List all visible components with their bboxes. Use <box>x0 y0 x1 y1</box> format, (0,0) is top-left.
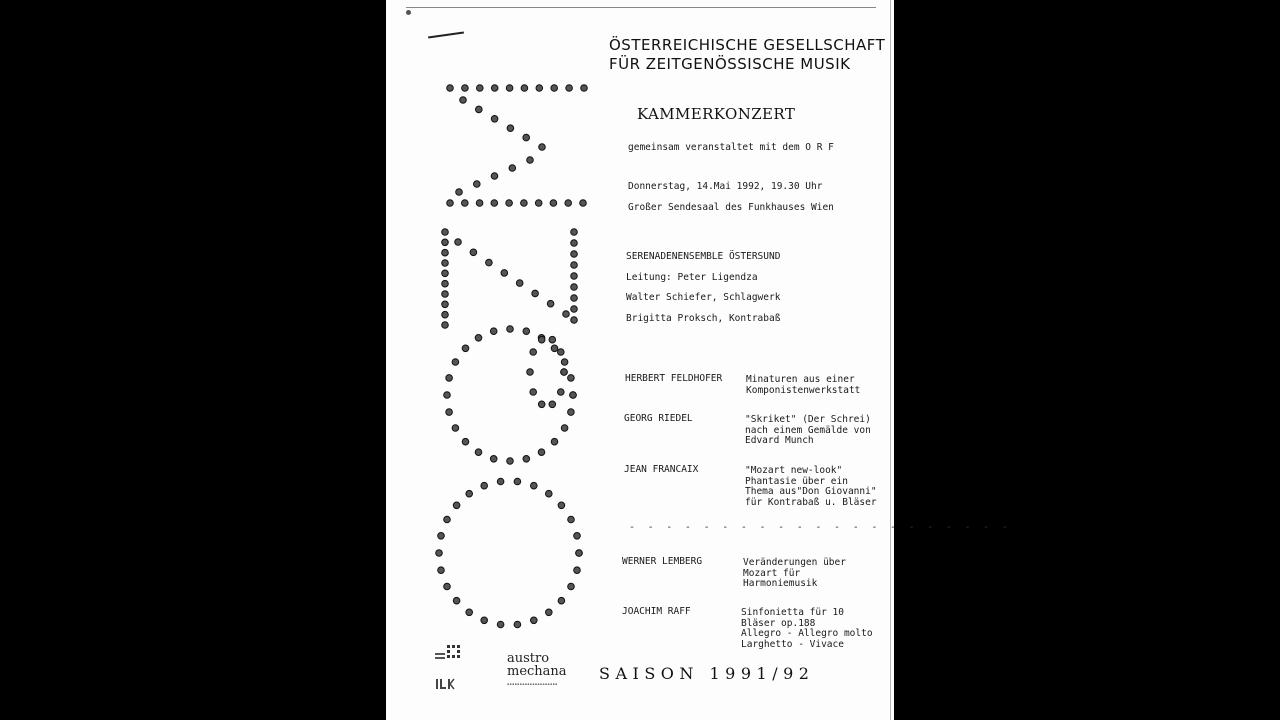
composer-name: JOACHIM RAFF <box>622 606 691 617</box>
logo-dot <box>444 583 451 590</box>
logo-dot <box>571 284 578 291</box>
work-title <box>745 415 871 447</box>
logo-dot <box>462 85 469 92</box>
logo-dot <box>446 409 453 416</box>
logo-dot <box>506 200 513 207</box>
work-line: Larghetto - Vivace <box>741 638 844 650</box>
work-line: Harmoniemusik <box>743 578 818 589</box>
logo-dot <box>549 336 556 343</box>
logo-dot <box>476 106 483 113</box>
logo-dot <box>527 369 534 376</box>
logo-dot <box>442 311 449 318</box>
logo-dot <box>570 392 577 399</box>
logo-dot <box>538 401 545 408</box>
logo-dot <box>558 349 565 356</box>
logo-dot <box>561 369 568 376</box>
logo-word: austro <box>507 651 550 666</box>
logo-dot <box>538 336 545 343</box>
work-title <box>741 608 873 650</box>
logo-dot <box>444 516 451 523</box>
logo-dot <box>574 567 581 574</box>
society-name-line2: FÜR ZEITGENÖSSISCHE MUSIK <box>609 55 851 73</box>
logo-dot <box>551 85 558 92</box>
logo-dot <box>455 239 462 246</box>
logo-dot <box>535 200 542 207</box>
work-line: für Kontrabaß u. Bläser <box>745 496 877 508</box>
logo-dot <box>466 609 473 616</box>
logo-dot <box>565 200 572 207</box>
logo-dot <box>571 295 578 302</box>
logo-dot <box>521 200 528 207</box>
conductor: Leitung: Peter Ligendza <box>626 272 758 283</box>
logo-dot <box>438 567 445 574</box>
logo-dot <box>571 306 578 313</box>
logo-dot <box>442 322 449 329</box>
logo-dot <box>442 301 449 308</box>
logo-dot <box>549 401 556 408</box>
logo-dot <box>571 251 578 258</box>
logo-dot <box>497 478 504 485</box>
logo-dot <box>486 259 493 266</box>
event-venue: Großer Sendesaal des Funkhauses Wien <box>628 202 834 213</box>
logo-dot <box>481 617 488 624</box>
logo-dot <box>506 85 513 92</box>
logo-dot <box>481 482 488 489</box>
logo-dot <box>462 345 469 352</box>
logo-dot <box>581 85 588 92</box>
logo-dot <box>442 249 449 256</box>
work-line: "Skriket" (Der Schrei) <box>745 414 871 425</box>
composer-name: GEORG RIEDEL <box>624 413 693 424</box>
logo-dot <box>551 438 558 445</box>
logo-dot <box>516 280 523 287</box>
logo-dot <box>530 349 537 356</box>
logo-dot <box>442 239 449 246</box>
logo-dot <box>453 597 460 604</box>
logo-dot <box>514 478 521 485</box>
event-title: KAMMERKONZERT <box>637 105 796 123</box>
logo-fine-print: ▪▪▪▪▪▪▪▪▪▪▪▪▪▪▪▪▪▪▪▪ <box>507 682 558 686</box>
work-line: Sinfonietta für 10 <box>741 607 844 618</box>
logo-dot <box>539 144 546 151</box>
logo-dot <box>462 200 469 207</box>
logo-dot <box>442 291 449 298</box>
work-line: nach einem Gemälde von <box>745 424 871 436</box>
intermission-divider: - - - - - - - - - - - - - - - - - - - - - <box>629 522 1012 533</box>
austro-mechana-logo <box>507 652 567 691</box>
logo-dot <box>477 85 484 92</box>
composer-name: HERBERT FELDHOFER <box>625 373 723 384</box>
logo-dot <box>558 597 565 604</box>
logo-dot <box>523 328 530 335</box>
logo-dot <box>558 502 565 509</box>
season-label: SAISON 1991/92 <box>599 664 815 683</box>
composer-name: JEAN FRANCAIX <box>624 464 699 475</box>
work-line: Bläser op.188 <box>741 617 816 629</box>
work-title <box>746 375 860 396</box>
logo-dot <box>523 456 530 463</box>
logo-dot <box>571 240 578 247</box>
logo-dot <box>536 85 543 92</box>
ensemble-name: SERENADENENSEMBLE ÖSTERSUND <box>626 251 781 262</box>
small-logo <box>436 678 454 693</box>
logo-dot <box>442 280 449 287</box>
work-line: "Mozart new-look" <box>745 465 843 476</box>
logo-dot <box>490 328 497 335</box>
logo-dot <box>466 490 473 497</box>
work-line: Komponistenwerkstatt <box>746 384 861 396</box>
logo-dot <box>497 621 504 628</box>
logo-dot <box>576 550 583 557</box>
logo-dot <box>446 375 453 382</box>
logo-dot <box>474 181 481 188</box>
logo-dot <box>476 200 483 207</box>
logo-dot <box>561 359 568 366</box>
work-line: Allegro - Allegro molto <box>741 628 873 639</box>
logo-dot <box>470 249 477 256</box>
logo-dot <box>574 533 581 540</box>
logo-dot <box>438 533 445 540</box>
logo-dot <box>491 173 498 180</box>
logo-word: mechana <box>507 664 567 679</box>
logo-dot <box>507 125 514 132</box>
logo-dot <box>563 311 570 318</box>
logo-dot <box>447 85 454 92</box>
logo-dot <box>491 85 498 92</box>
logo-dot <box>571 229 578 236</box>
work-title <box>745 466 877 508</box>
logo-dot <box>509 165 516 172</box>
logo-dot <box>550 200 557 207</box>
logo-dot <box>566 85 573 92</box>
logo-dot <box>546 490 553 497</box>
soloist-percussion: Walter Schiefer, Schlagwerk <box>626 292 781 303</box>
society-name-line1: ÖSTERREICHISCHE GESELLSCHAFT <box>609 36 886 54</box>
logo-dot <box>531 482 538 489</box>
logo-dot <box>491 116 498 123</box>
logo-dot <box>547 300 554 307</box>
logo-dot <box>571 317 578 324</box>
logo-dot <box>442 229 449 236</box>
logo-dot <box>521 85 528 92</box>
logo-dot <box>442 260 449 267</box>
logo-dot <box>571 273 578 280</box>
logo-dot <box>551 345 558 352</box>
logo-dot <box>475 449 482 456</box>
logo-dot <box>538 449 545 456</box>
work-title <box>743 558 846 590</box>
logo-dot <box>436 550 443 557</box>
work-line: Edvard Munch <box>745 435 814 446</box>
logo-dot <box>453 502 460 509</box>
grid-logo-icon <box>433 643 467 663</box>
logo-dot <box>532 290 539 297</box>
logo-dot <box>568 375 575 382</box>
work-line: Thema aus"Don Giovanni" <box>745 486 877 497</box>
logo-dot <box>568 583 575 590</box>
co-organizer: gemeinsam veranstaltet mit dem O R F <box>628 142 834 153</box>
concert-flyer <box>386 0 1012 720</box>
logo-dot <box>452 425 459 432</box>
logo-dot <box>580 200 587 207</box>
logo-dot <box>460 97 467 104</box>
logo-dot <box>442 270 449 277</box>
work-line: Minaturen aus einer <box>746 374 855 385</box>
logo-dot <box>462 438 469 445</box>
event-date: Donnerstag, 14.Mai 1992, 19.30 Uhr <box>628 181 823 192</box>
logo-dot <box>490 456 497 463</box>
logo-dot <box>531 617 538 624</box>
logo-dot <box>444 392 451 399</box>
work-line: Phantasie über ein <box>745 475 848 487</box>
logo-dot <box>475 335 482 342</box>
logo-dot <box>452 359 459 366</box>
work-line: Veränderungen über <box>743 557 846 568</box>
soloist-bass: Brigitta Proksch, Kontrabaß <box>626 313 781 324</box>
small-logo-icon <box>436 678 454 690</box>
logo-dot <box>507 458 514 465</box>
logo-dot <box>523 134 530 141</box>
logo-dot <box>558 389 565 396</box>
logo-dot <box>501 270 508 277</box>
logo-dot <box>568 409 575 416</box>
work-line: Mozart für <box>743 567 801 579</box>
logo-dot <box>507 326 514 333</box>
composer-name: WERNER LEMBERG <box>622 556 703 567</box>
logo-dot <box>561 425 568 432</box>
logo-dot <box>491 200 498 207</box>
logo-dot <box>527 157 534 164</box>
logo-dot <box>571 262 578 269</box>
logo-dot <box>514 621 521 628</box>
logo-dot <box>447 200 454 207</box>
logo-dot <box>546 609 553 616</box>
logo-dot <box>530 389 537 396</box>
grid-logo <box>433 643 467 667</box>
logo-dot <box>456 189 463 196</box>
logo-dot <box>568 516 575 523</box>
